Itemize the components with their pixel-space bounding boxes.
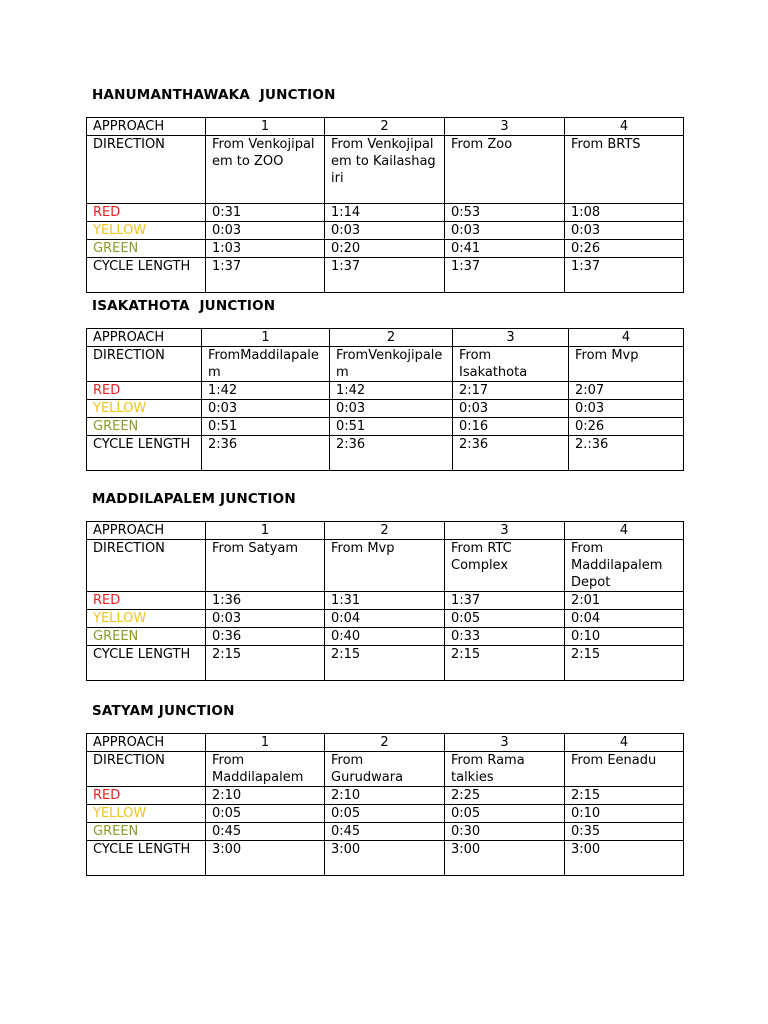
cycle-length-time: 2:15 [445, 646, 565, 681]
yellow-time: 0:03 [206, 222, 325, 240]
approach-number: 3 [445, 734, 565, 752]
junction-title: SATYAM JUNCTION [92, 703, 235, 719]
approach-number: 1 [206, 118, 325, 136]
green-time: 0:16 [453, 418, 569, 436]
yellow-time: 0:03 [202, 400, 330, 418]
direction-row [87, 540, 684, 592]
approach-row [87, 522, 684, 540]
green-time: 0:26 [569, 418, 684, 436]
cycle-length-time: 3:00 [565, 841, 684, 876]
direction-cell: From Venkojipalem to ZOO [206, 136, 325, 204]
green-row [87, 628, 684, 646]
approach-number: 4 [565, 118, 684, 136]
red-time: 2:10 [206, 787, 325, 805]
approach-label: APPROACH [87, 734, 206, 752]
direction-label: DIRECTION [87, 752, 206, 787]
approach-number: 4 [565, 522, 684, 540]
approach-number: 1 [206, 734, 325, 752]
green-label: GREEN [87, 823, 206, 841]
red-label: RED [87, 787, 206, 805]
cycle-length-time: 2:15 [206, 646, 325, 681]
green-time: 0:33 [445, 628, 565, 646]
direction-cell: From BRTS [565, 136, 684, 204]
green-time: 0:30 [445, 823, 565, 841]
green-time: 0:51 [202, 418, 330, 436]
green-row [87, 240, 684, 258]
cycle-length-row [87, 646, 684, 681]
yellow-label: YELLOW [87, 222, 206, 240]
direction-row [87, 347, 684, 382]
cycle-length-row [87, 436, 684, 471]
direction-row [87, 752, 684, 787]
cycle-length-time: 3:00 [206, 841, 325, 876]
direction-cell: From Satyam [206, 540, 325, 592]
approach-number: 2 [325, 522, 445, 540]
red-row [87, 204, 684, 222]
red-row [87, 787, 684, 805]
signal-timing-table [86, 117, 684, 293]
approach-number: 3 [445, 522, 565, 540]
cycle-length-time: 2:36 [453, 436, 569, 471]
cycle-length-label: CYCLE LENGTH [87, 436, 202, 471]
green-row [87, 823, 684, 841]
direction-cell: From Mvp [325, 540, 445, 592]
cycle-length-time: 1:37 [445, 258, 565, 293]
yellow-row [87, 805, 684, 823]
red-time: 2:17 [453, 382, 569, 400]
cycle-length-time: 2:15 [325, 646, 445, 681]
direction-cell: From Rama talkies [445, 752, 565, 787]
direction-label: DIRECTION [87, 347, 202, 382]
approach-number: 2 [330, 329, 453, 347]
cycle-length-time: 2:15 [565, 646, 684, 681]
yellow-time: 0:03 [569, 400, 684, 418]
red-label: RED [87, 592, 206, 610]
direction-cell: From Maddilapalem Depot [565, 540, 684, 592]
green-time: 0:36 [206, 628, 325, 646]
red-time: 1:08 [565, 204, 684, 222]
direction-cell: From Gurudwara [325, 752, 445, 787]
direction-cell: From Eenadu [565, 752, 684, 787]
green-time: 1:03 [206, 240, 325, 258]
cycle-length-time: 2.:36 [569, 436, 684, 471]
yellow-time: 0:05 [206, 805, 325, 823]
yellow-time: 0:05 [445, 610, 565, 628]
approach-number: 1 [206, 522, 325, 540]
red-time: 2:07 [569, 382, 684, 400]
approach-number: 3 [445, 118, 565, 136]
yellow-label: YELLOW [87, 610, 206, 628]
yellow-time: 0:04 [325, 610, 445, 628]
yellow-time: 0:05 [445, 805, 565, 823]
direction-row [87, 136, 684, 204]
cycle-length-time: 1:37 [325, 258, 445, 293]
green-label: GREEN [87, 240, 206, 258]
yellow-time: 0:03 [325, 222, 445, 240]
yellow-row [87, 400, 684, 418]
direction-cell: From Isakathota [453, 347, 569, 382]
approach-number: 3 [453, 329, 569, 347]
yellow-time: 0:10 [565, 805, 684, 823]
approach-row [87, 118, 684, 136]
cycle-length-time: 1:37 [206, 258, 325, 293]
approach-row [87, 734, 684, 752]
yellow-time: 0:03 [565, 222, 684, 240]
approach-row [87, 329, 684, 347]
approach-number: 2 [325, 734, 445, 752]
yellow-row [87, 222, 684, 240]
junction-title: HANUMANTHAWAKA JUNCTION [92, 87, 336, 103]
yellow-label: YELLOW [87, 400, 202, 418]
approach-number: 1 [202, 329, 330, 347]
direction-cell: From Zoo [445, 136, 565, 204]
cycle-length-time: 2:36 [330, 436, 453, 471]
cycle-length-time: 3:00 [325, 841, 445, 876]
cycle-length-time: 3:00 [445, 841, 565, 876]
approach-label: APPROACH [87, 118, 206, 136]
red-time: 1:37 [445, 592, 565, 610]
approach-number: 2 [325, 118, 445, 136]
red-row [87, 382, 684, 400]
red-time: 0:31 [206, 204, 325, 222]
green-label: GREEN [87, 628, 206, 646]
direction-label: DIRECTION [87, 136, 206, 204]
signal-timing-table [86, 328, 684, 471]
signal-timing-table [86, 521, 684, 681]
red-label: RED [87, 204, 206, 222]
red-time: 2:15 [565, 787, 684, 805]
direction-label: DIRECTION [87, 540, 206, 592]
approach-label: APPROACH [87, 522, 206, 540]
yellow-time: 0:03 [330, 400, 453, 418]
green-time: 0:10 [565, 628, 684, 646]
red-time: 2:10 [325, 787, 445, 805]
red-time: 1:14 [325, 204, 445, 222]
direction-cell: From Mvp [569, 347, 684, 382]
direction-cell: FromMaddilapalem [202, 347, 330, 382]
junction-title: MADDILAPALEM JUNCTION [92, 491, 296, 507]
yellow-row [87, 610, 684, 628]
direction-cell: From Maddilapalem [206, 752, 325, 787]
yellow-time: 0:05 [325, 805, 445, 823]
red-label: RED [87, 382, 202, 400]
green-time: 0:20 [325, 240, 445, 258]
green-time: 0:26 [565, 240, 684, 258]
green-time: 0:45 [325, 823, 445, 841]
yellow-time: 0:04 [565, 610, 684, 628]
cycle-length-label: CYCLE LENGTH [87, 646, 206, 681]
approach-number: 4 [569, 329, 684, 347]
green-label: GREEN [87, 418, 202, 436]
yellow-label: YELLOW [87, 805, 206, 823]
cycle-length-row [87, 841, 684, 876]
cycle-length-row [87, 258, 684, 293]
green-time: 0:35 [565, 823, 684, 841]
green-time: 0:45 [206, 823, 325, 841]
signal-timing-table [86, 733, 684, 876]
cycle-length-label: CYCLE LENGTH [87, 258, 206, 293]
red-time: 0:53 [445, 204, 565, 222]
yellow-time: 0:03 [453, 400, 569, 418]
red-row [87, 592, 684, 610]
green-time: 0:40 [325, 628, 445, 646]
direction-cell: From Venkojipalem to Kailashagiri [325, 136, 445, 204]
green-time: 0:51 [330, 418, 453, 436]
red-time: 1:31 [325, 592, 445, 610]
red-time: 1:42 [202, 382, 330, 400]
approach-number: 4 [565, 734, 684, 752]
approach-label: APPROACH [87, 329, 202, 347]
cycle-length-time: 2:36 [202, 436, 330, 471]
red-time: 2:01 [565, 592, 684, 610]
green-time: 0:41 [445, 240, 565, 258]
direction-cell: From RTC Complex [445, 540, 565, 592]
yellow-time: 0:03 [445, 222, 565, 240]
red-time: 2:25 [445, 787, 565, 805]
cycle-length-label: CYCLE LENGTH [87, 841, 206, 876]
direction-cell: FromVenkojipalem [330, 347, 453, 382]
green-row [87, 418, 684, 436]
red-time: 1:36 [206, 592, 325, 610]
red-time: 1:42 [330, 382, 453, 400]
cycle-length-time: 1:37 [565, 258, 684, 293]
junction-title: ISAKATHOTA JUNCTION [92, 298, 276, 314]
yellow-time: 0:03 [206, 610, 325, 628]
